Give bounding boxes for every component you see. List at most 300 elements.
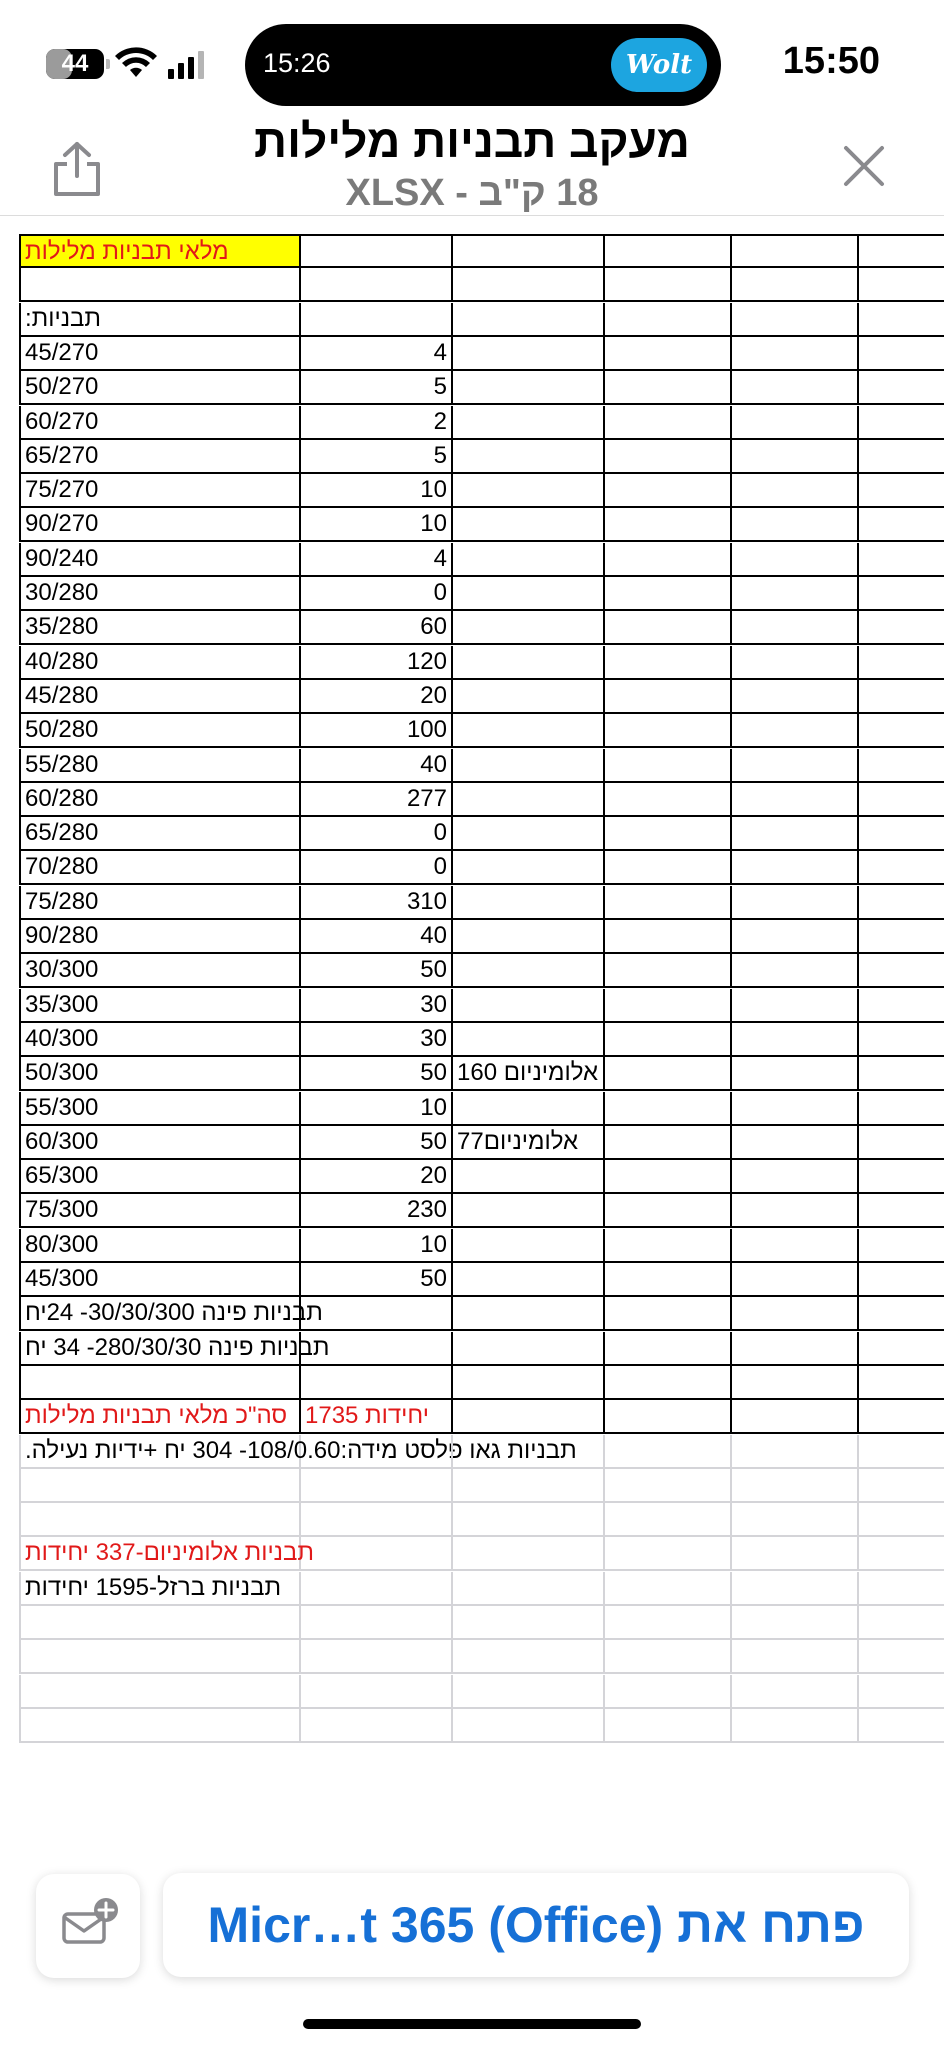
cell-empty[interactable] (732, 1400, 859, 1434)
cell-empty[interactable] (732, 577, 859, 611)
status-bar (0, 0, 944, 120)
cell-col-b[interactable] (301, 920, 453, 954)
cell-empty[interactable] (605, 1400, 732, 1434)
cell-col-b[interactable] (301, 406, 453, 440)
cell-text: 310 (406, 887, 447, 915)
cell-empty[interactable] (732, 1675, 859, 1709)
cell-empty[interactable] (732, 337, 859, 371)
cell-empty[interactable] (605, 1469, 732, 1503)
cell-col-a[interactable] (19, 920, 301, 954)
cell-col-a[interactable] (19, 508, 301, 542)
cell-empty[interactable] (859, 1675, 944, 1709)
cell-col-c[interactable] (453, 646, 605, 680)
cell-text: 10 (420, 476, 447, 504)
cell-empty[interactable] (732, 817, 859, 851)
cell-empty[interactable] (859, 1709, 944, 1743)
cell-empty[interactable] (605, 1640, 732, 1674)
cell-empty[interactable] (859, 1229, 944, 1263)
battery-indicator (46, 49, 104, 79)
cell-col-a[interactable] (19, 1469, 301, 1503)
cell-empty[interactable] (732, 1572, 859, 1606)
cell-col-b[interactable] (301, 1709, 453, 1743)
cell-col-b[interactable] (301, 234, 453, 268)
cell-empty[interactable] (732, 234, 859, 268)
cell-empty[interactable] (605, 783, 732, 817)
cell-col-a[interactable] (19, 337, 301, 371)
cell-text: 4 (433, 338, 447, 366)
cell-empty[interactable] (732, 268, 859, 302)
cell-col-c[interactable] (453, 1023, 605, 1057)
cell-empty[interactable] (605, 1194, 732, 1228)
cell-empty[interactable] (732, 1023, 859, 1057)
cell-empty[interactable] (732, 303, 859, 337)
cell-col-a[interactable] (19, 234, 301, 268)
cell-col-b[interactable] (301, 1503, 453, 1537)
cell-empty[interactable] (732, 749, 859, 783)
cell-col-b[interactable] (301, 1297, 453, 1331)
cell-col-c[interactable] (453, 989, 605, 1023)
cell-col-c[interactable] (453, 1366, 605, 1400)
cell-col-c[interactable] (453, 337, 605, 371)
cell-text: 5 (433, 373, 447, 401)
cell-text: 30/300 (25, 956, 99, 984)
cell-col-b[interactable] (301, 474, 453, 508)
dynamic-island[interactable] (245, 24, 721, 106)
cell-empty[interactable] (732, 406, 859, 440)
cell-empty[interactable] (732, 954, 859, 988)
cell-empty[interactable] (605, 440, 732, 474)
cell-col-b[interactable] (301, 440, 453, 474)
cell-empty[interactable] (859, 714, 944, 748)
cell-text: 45/270 (25, 338, 99, 366)
cell-col-b[interactable] (301, 1469, 453, 1503)
cell-col-b[interactable] (301, 1400, 453, 1434)
cell-empty[interactable] (732, 1160, 859, 1194)
cell-col-a[interactable] (19, 1366, 301, 1400)
cell-empty[interactable] (605, 989, 732, 1023)
cell-col-c[interactable] (453, 1263, 605, 1297)
cell-text: סה"כ מלאי תבניות מלילות (25, 1402, 288, 1430)
cell-empty[interactable] (859, 1160, 944, 1194)
cell-empty[interactable] (605, 474, 732, 508)
cell-col-a[interactable] (19, 1606, 301, 1640)
cell-empty[interactable] (605, 1229, 732, 1263)
cell-empty[interactable] (605, 1537, 732, 1571)
cell-empty[interactable] (859, 1435, 944, 1469)
cell-col-b[interactable] (301, 508, 453, 542)
cell-col-c[interactable] (453, 1092, 605, 1126)
cell-col-a[interactable] (19, 406, 301, 440)
cell-col-a[interactable] (19, 577, 301, 611)
cell-empty[interactable] (605, 577, 732, 611)
cell-empty[interactable] (859, 954, 944, 988)
cell-empty[interactable] (732, 714, 859, 748)
cell-empty[interactable] (732, 543, 859, 577)
cell-empty[interactable] (732, 886, 859, 920)
cell-empty[interactable] (732, 1297, 859, 1331)
cell-col-b[interactable] (301, 1572, 453, 1606)
cell-col-c[interactable] (453, 1503, 605, 1537)
cell-col-b[interactable] (301, 371, 453, 405)
cell-text: 5 (433, 441, 447, 469)
cell-col-c[interactable] (453, 611, 605, 645)
cell-col-b[interactable] (301, 851, 453, 885)
cell-text: 0 (433, 579, 447, 606)
cell-col-b[interactable] (301, 1435, 453, 1469)
cell-empty[interactable] (605, 1709, 732, 1743)
cell-empty[interactable] (859, 577, 944, 611)
cell-empty[interactable] (859, 1194, 944, 1228)
cell-empty[interactable] (732, 1194, 859, 1228)
cell-empty[interactable] (859, 1400, 944, 1434)
cell-col-b[interactable] (301, 646, 453, 680)
cell-empty[interactable] (605, 371, 732, 405)
cell-empty[interactable] (605, 1366, 732, 1400)
cell-empty[interactable] (859, 1469, 944, 1503)
cell-empty[interactable] (859, 989, 944, 1023)
cell-empty[interactable] (605, 851, 732, 885)
cell-col-c[interactable] (453, 954, 605, 988)
cell-col-b[interactable] (301, 1126, 453, 1160)
cell-col-b[interactable] (301, 749, 453, 783)
home-indicator[interactable] (303, 2019, 641, 2029)
cell-col-a[interactable] (19, 1023, 301, 1057)
cell-empty[interactable] (605, 646, 732, 680)
cell-col-c[interactable] (453, 1332, 605, 1366)
wolt-live-activity[interactable]: Wolt (611, 38, 707, 92)
cell-col-a[interactable] (19, 989, 301, 1023)
cell-empty[interactable] (859, 474, 944, 508)
cell-text: 90/240 (25, 544, 99, 572)
cell-col-c[interactable] (453, 1297, 605, 1331)
cell-col-c[interactable] (453, 474, 605, 508)
cell-empty[interactable] (605, 817, 732, 851)
cell-col-a[interactable] (19, 1160, 301, 1194)
cell-text: 55/280 (25, 750, 99, 778)
cell-col-c[interactable] (453, 371, 605, 405)
cell-empty[interactable] (859, 817, 944, 851)
cell-col-a[interactable] (19, 680, 301, 714)
cell-col-a[interactable] (19, 954, 301, 988)
cell-empty[interactable] (859, 1126, 944, 1160)
cell-col-a[interactable] (19, 1572, 301, 1606)
cell-col-c[interactable] (453, 1057, 605, 1091)
cell-empty[interactable] (732, 371, 859, 405)
cell-col-b[interactable] (301, 268, 453, 302)
cell-empty[interactable] (859, 440, 944, 474)
cell-col-b[interactable] (301, 1229, 453, 1263)
document-subtitle: 18 ק"ב - XLSX (345, 172, 599, 214)
cell-col-c[interactable] (453, 886, 605, 920)
cell-text: 0 (433, 853, 447, 881)
cell-col-b[interactable] (301, 1092, 453, 1126)
mail-button[interactable] (36, 1874, 140, 1978)
cell-col-c[interactable] (453, 268, 605, 302)
cell-empty[interactable] (732, 1057, 859, 1091)
cell-text: 55/300 (25, 1093, 99, 1121)
open-in-office-button[interactable]: פתח את Micr…t 365 (Office) (163, 1873, 909, 1977)
cell-col-a[interactable] (19, 1435, 577, 1469)
cell-empty[interactable] (605, 1675, 732, 1709)
cell-col-a[interactable] (19, 1400, 301, 1434)
cell-empty[interactable] (605, 1160, 732, 1194)
cell-text: 30 (420, 1024, 447, 1052)
cell-col-c[interactable] (453, 1435, 605, 1469)
cell-empty[interactable] (859, 920, 944, 954)
cell-empty[interactable] (859, 1297, 944, 1331)
cell-col-c[interactable] (453, 1675, 605, 1709)
cell-empty[interactable] (859, 646, 944, 680)
cell-col-c[interactable] (453, 406, 605, 440)
cell-col-c[interactable] (453, 1537, 605, 1571)
cell-empty[interactable] (605, 920, 732, 954)
cell-empty[interactable] (859, 508, 944, 542)
cell-empty[interactable] (732, 1229, 859, 1263)
cell-col-a[interactable] (19, 1297, 323, 1331)
cell-text: 50 (420, 1265, 447, 1292)
cell-col-a[interactable] (19, 1332, 330, 1366)
cell-col-c[interactable] (453, 680, 605, 714)
cell-col-c[interactable] (453, 1229, 605, 1263)
cell-empty[interactable] (605, 1263, 732, 1297)
cell-col-a[interactable] (19, 817, 301, 851)
cell-empty[interactable] (859, 749, 944, 783)
cell-col-c[interactable] (453, 714, 605, 748)
cell-text: 60/280 (25, 784, 99, 812)
cell-col-b[interactable] (301, 954, 453, 988)
cell-col-b[interactable] (301, 1160, 453, 1194)
cell-empty[interactable] (605, 337, 732, 371)
cell-col-b[interactable] (301, 543, 453, 577)
cell-empty[interactable] (859, 1537, 944, 1571)
cell-col-b[interactable] (301, 989, 453, 1023)
cell-empty[interactable] (732, 1503, 859, 1537)
cell-col-a[interactable] (19, 268, 301, 302)
cell-text: 40 (420, 922, 447, 949)
cell-col-a[interactable] (19, 646, 301, 680)
cell-empty[interactable] (732, 611, 859, 645)
cell-col-b[interactable] (301, 1332, 453, 1366)
cell-empty[interactable] (732, 474, 859, 508)
cell-col-b[interactable] (301, 337, 453, 371)
cell-col-c[interactable] (453, 234, 605, 268)
cell-empty[interactable] (605, 1126, 732, 1160)
cell-col-c[interactable] (453, 749, 605, 783)
cell-col-a[interactable] (19, 1675, 301, 1709)
cell-empty[interactable] (859, 680, 944, 714)
cell-empty[interactable] (859, 1503, 944, 1537)
cell-col-b[interactable] (301, 303, 453, 337)
cell-text: 90/280 (25, 922, 99, 949)
cell-col-a[interactable] (19, 371, 301, 405)
cell-col-a[interactable] (19, 1194, 301, 1228)
cell-text: תבניות פינה 280/30/30- 34 יח (25, 1333, 330, 1361)
cell-empty[interactable] (859, 1263, 944, 1297)
cell-empty[interactable] (605, 714, 732, 748)
cell-col-a[interactable] (19, 543, 301, 577)
cell-empty[interactable] (859, 1606, 944, 1640)
cell-col-b[interactable] (301, 1194, 453, 1228)
cell-empty[interactable] (605, 1092, 732, 1126)
cell-col-c[interactable] (453, 851, 605, 885)
cell-empty[interactable] (732, 680, 859, 714)
cell-empty[interactable] (732, 1126, 859, 1160)
cell-empty[interactable] (732, 1263, 859, 1297)
cell-empty[interactable] (605, 303, 732, 337)
cell-text: 230 (406, 1196, 447, 1224)
cell-col-a[interactable] (19, 474, 301, 508)
cell-col-a[interactable] (19, 1640, 301, 1674)
cell-col-b[interactable] (301, 680, 453, 714)
cell-col-b[interactable] (301, 1023, 453, 1057)
cell-empty[interactable] (859, 303, 944, 337)
wifi-icon (114, 47, 158, 81)
cell-empty[interactable] (732, 1366, 859, 1400)
cell-empty[interactable] (859, 406, 944, 440)
cell-col-b[interactable] (301, 1640, 453, 1674)
cell-empty[interactable] (859, 1332, 944, 1366)
cell-empty[interactable] (605, 886, 732, 920)
cell-empty[interactable] (732, 1435, 859, 1469)
cell-empty[interactable] (732, 646, 859, 680)
cell-col-b[interactable] (301, 817, 453, 851)
cell-empty[interactable] (732, 1469, 859, 1503)
cell-col-c[interactable] (453, 543, 605, 577)
cell-text: תבניות אלומיניום-337 יחידות (25, 1539, 314, 1567)
cell-empty[interactable] (732, 1640, 859, 1674)
cell-col-b[interactable] (301, 1263, 453, 1297)
cell-empty[interactable] (859, 1057, 944, 1091)
cell-empty[interactable] (605, 954, 732, 988)
cell-empty[interactable] (732, 1709, 859, 1743)
cell-col-a[interactable] (19, 1503, 301, 1537)
cell-col-b[interactable] (301, 1606, 453, 1640)
cell-empty[interactable] (732, 920, 859, 954)
cell-empty[interactable] (732, 1332, 859, 1366)
cell-empty[interactable] (605, 1606, 732, 1640)
cell-col-a[interactable] (19, 714, 301, 748)
cell-col-b[interactable] (301, 783, 453, 817)
cell-col-b[interactable] (301, 1537, 453, 1571)
battery-level: 44 (61, 50, 89, 77)
cell-col-a[interactable] (19, 1709, 301, 1743)
cell-empty[interactable] (859, 886, 944, 920)
cell-col-b[interactable] (301, 1366, 453, 1400)
cell-empty[interactable] (605, 680, 732, 714)
cell-empty[interactable] (605, 508, 732, 542)
cell-empty[interactable] (732, 1092, 859, 1126)
cell-empty[interactable] (605, 1572, 732, 1606)
cell-col-c[interactable] (453, 1400, 605, 1434)
cell-empty[interactable] (605, 268, 732, 302)
cell-col-c[interactable] (453, 1606, 605, 1640)
cell-text: 75/280 (25, 887, 99, 915)
cell-empty[interactable] (859, 611, 944, 645)
cell-empty[interactable] (859, 268, 944, 302)
cell-col-a[interactable] (19, 1092, 301, 1126)
cell-col-a[interactable] (19, 611, 301, 645)
cell-empty[interactable] (732, 989, 859, 1023)
cell-empty[interactable] (859, 337, 944, 371)
cell-col-c[interactable] (453, 577, 605, 611)
cell-empty[interactable] (859, 543, 944, 577)
cell-col-b[interactable] (301, 886, 453, 920)
cell-empty[interactable] (859, 1572, 944, 1606)
cell-empty[interactable] (859, 851, 944, 885)
cell-col-b[interactable] (301, 1675, 453, 1709)
cell-col-a[interactable] (19, 783, 301, 817)
cell-col-c[interactable] (453, 1160, 605, 1194)
cell-col-a[interactable] (19, 303, 301, 337)
cell-text: 40/300 (25, 1024, 99, 1052)
cell-col-c[interactable] (453, 303, 605, 337)
cell-col-c[interactable] (453, 783, 605, 817)
cell-empty[interactable] (605, 1023, 732, 1057)
cell-empty[interactable] (732, 508, 859, 542)
cell-empty[interactable] (859, 371, 944, 405)
cell-col-b[interactable] (301, 577, 453, 611)
cell-col-c[interactable] (453, 1194, 605, 1228)
cell-empty[interactable] (732, 783, 859, 817)
cell-col-a[interactable] (19, 886, 301, 920)
cell-empty[interactable] (859, 783, 944, 817)
cell-empty[interactable] (732, 1537, 859, 1571)
cell-empty[interactable] (605, 1332, 732, 1366)
cell-empty[interactable] (859, 1640, 944, 1674)
cell-col-c[interactable] (453, 508, 605, 542)
cell-col-a[interactable] (19, 1229, 301, 1263)
cell-col-b[interactable] (301, 1057, 453, 1091)
cell-empty[interactable] (859, 234, 944, 268)
cell-empty[interactable] (859, 1366, 944, 1400)
cell-col-a[interactable] (19, 1126, 301, 1160)
cell-empty[interactable] (732, 851, 859, 885)
cell-empty[interactable] (605, 543, 732, 577)
cell-col-c[interactable] (453, 1640, 605, 1674)
cell-empty[interactable] (859, 1023, 944, 1057)
cell-empty[interactable] (605, 1503, 732, 1537)
cell-empty[interactable] (732, 1606, 859, 1640)
cell-col-a[interactable] (19, 1537, 314, 1571)
cell-text: אלומיניום 160 (457, 1059, 599, 1087)
cell-empty[interactable] (605, 611, 732, 645)
cell-empty[interactable] (605, 406, 732, 440)
cell-col-c[interactable] (453, 1126, 605, 1160)
cell-text: 10 (420, 1230, 447, 1258)
cell-col-c[interactable] (453, 1469, 605, 1503)
cell-col-c[interactable] (453, 1572, 605, 1606)
close-icon[interactable] (842, 144, 886, 188)
cell-empty[interactable] (605, 234, 732, 268)
cell-col-b[interactable] (301, 714, 453, 748)
cell-col-a[interactable] (19, 1263, 301, 1297)
cell-empty[interactable] (732, 440, 859, 474)
cell-col-a[interactable] (19, 440, 301, 474)
cell-col-c[interactable] (453, 1709, 605, 1743)
cell-empty[interactable] (605, 1057, 732, 1091)
cell-empty[interactable] (605, 749, 732, 783)
cell-empty[interactable] (605, 1435, 732, 1469)
cell-col-a[interactable] (19, 1057, 301, 1091)
cell-col-a[interactable] (19, 749, 301, 783)
cell-col-a[interactable] (19, 851, 301, 885)
cell-col-c[interactable] (453, 920, 605, 954)
cell-col-b[interactable] (301, 611, 453, 645)
cell-empty[interactable] (605, 1297, 732, 1331)
cell-col-c[interactable] (453, 817, 605, 851)
cell-col-c[interactable] (453, 440, 605, 474)
cell-empty[interactable] (859, 1092, 944, 1126)
